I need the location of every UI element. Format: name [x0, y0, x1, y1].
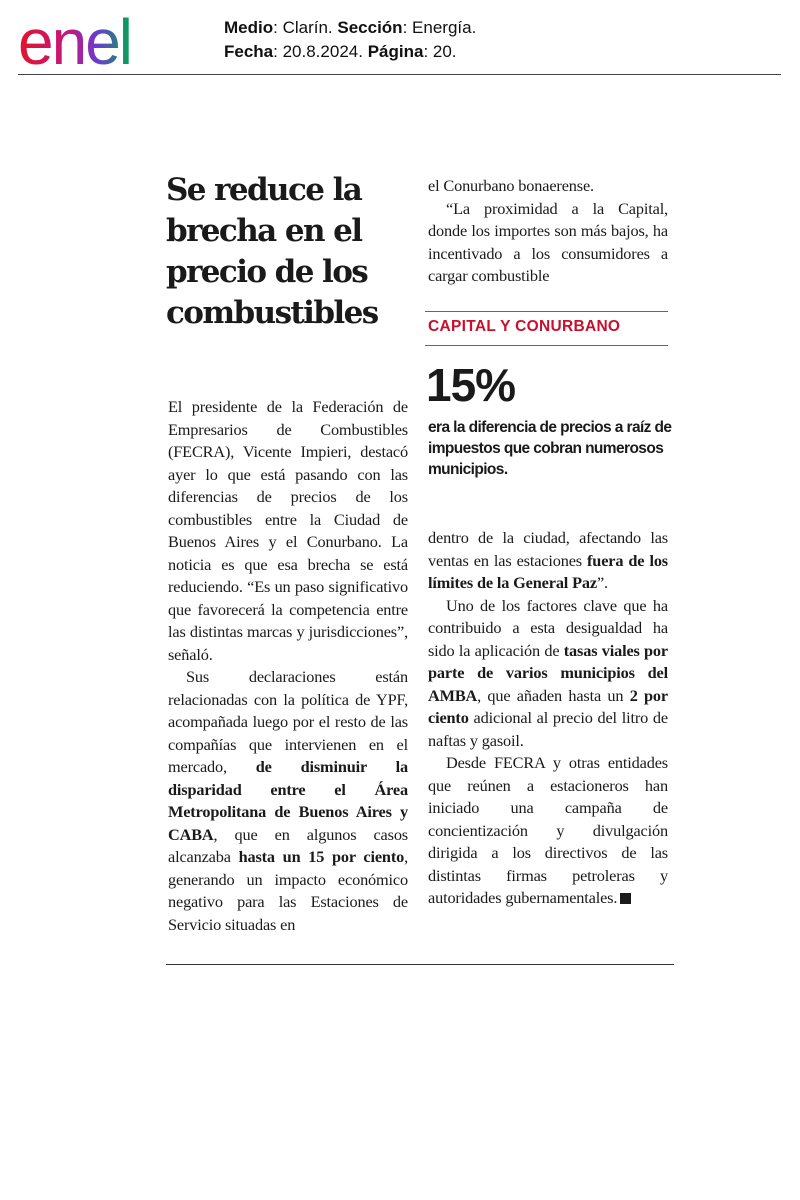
sidebar-big-number: 15%: [426, 359, 516, 411]
meta-line-2: Fecha: 20.8.2024. Página: 20.: [224, 42, 457, 61]
pagina-label: Página: [367, 42, 424, 61]
article-column-2-bottom: [428, 527, 668, 910]
pagina-value: 20.: [432, 42, 457, 61]
sidebar-rule-bottom: [425, 345, 668, 346]
paragraph-key-factors: Uno de los factores clave que ha contribuido a esta desigualdad ha sido la aplicación de tasas viales por parte de varios municipios del AMBA, que añaden hasta un 2 por ciento adicional al precio del litro de naftas y gasoil.: [428, 595, 669, 750]
end-mark-icon: [620, 893, 631, 904]
header-divider: [18, 74, 781, 75]
paragraph-proximity-quote: “La proximidad a la Capital, donde los importes son más bajos, ha incentivado a los consumidores a cargar combustible: [428, 198, 668, 285]
seccion-value: Energía.: [412, 18, 477, 37]
article-metadata: [224, 16, 476, 64]
paragraph-declarations: Sus declaraciones están relacionadas con la política de YPF, acompañada luego por el resto de las compañías que intervienen en el mercado, de disminuir la disparidad entre el Área Metropolitana de Buenos Aires y CABA, que en algunos casos alcanzaba hasta un 15 por ciento, generando un impacto económico negativo para las Estaciones de Servicio situadas en: [168, 667, 409, 934]
sidebar-section-label: CAPITAL Y CONURBANO: [428, 318, 621, 335]
article-column-1: [168, 396, 408, 936]
paragraph-campaign: Desde FECRA y otras entidades que reúnen a estacioneros han iniciado una campaña de concientización y divulgación dirigida a los directivos de las distintas firmas petroleras y autoridades gubernamentales.: [428, 753, 668, 907]
sidebar-rule-top: [425, 311, 668, 312]
paragraph-sales: dentro de la ciudad, afectando las ventas en las estaciones fuera de los límites de la General Paz”.: [428, 528, 668, 592]
article-headline: Se reduce la brecha en el precio de los combustibles: [166, 172, 378, 331]
logo-wordmark: enel: [18, 8, 131, 72]
article-column-2-top: [428, 175, 668, 288]
sidebar-caption: era la diferencia de precios a raíz de impuestos que cobran numerosos municipios.: [428, 419, 672, 478]
fecha-label: Fecha: [224, 42, 274, 61]
paragraph-intro: El presidente de la Federación de Empresarios de Combustibles (FECRA), Vicente Impieri, destacó ayer lo que está pasando con las diferencias de precios de los combustibles entre la Ciudad de Buenos Aires y el Conurbano. La noticia es que esa brecha se está reduciendo. “Es un paso significativo que favorecerá la competencia entre las distintas marcas y jurisdicciones”, señaló.: [168, 397, 408, 664]
fecha-value: 20.8.2024.: [282, 42, 363, 61]
medio-label: Medio: [224, 18, 274, 37]
medio-value: Clarín.: [282, 18, 333, 37]
meta-line-1: Medio: Clarín. Sección: Energía.: [224, 18, 477, 37]
article-bottom-rule: [166, 964, 674, 965]
seccion-label: Sección: [337, 18, 403, 37]
enel-logo: [18, 8, 190, 72]
paragraph-conurbano: el Conurbano bonaerense.: [428, 176, 594, 195]
